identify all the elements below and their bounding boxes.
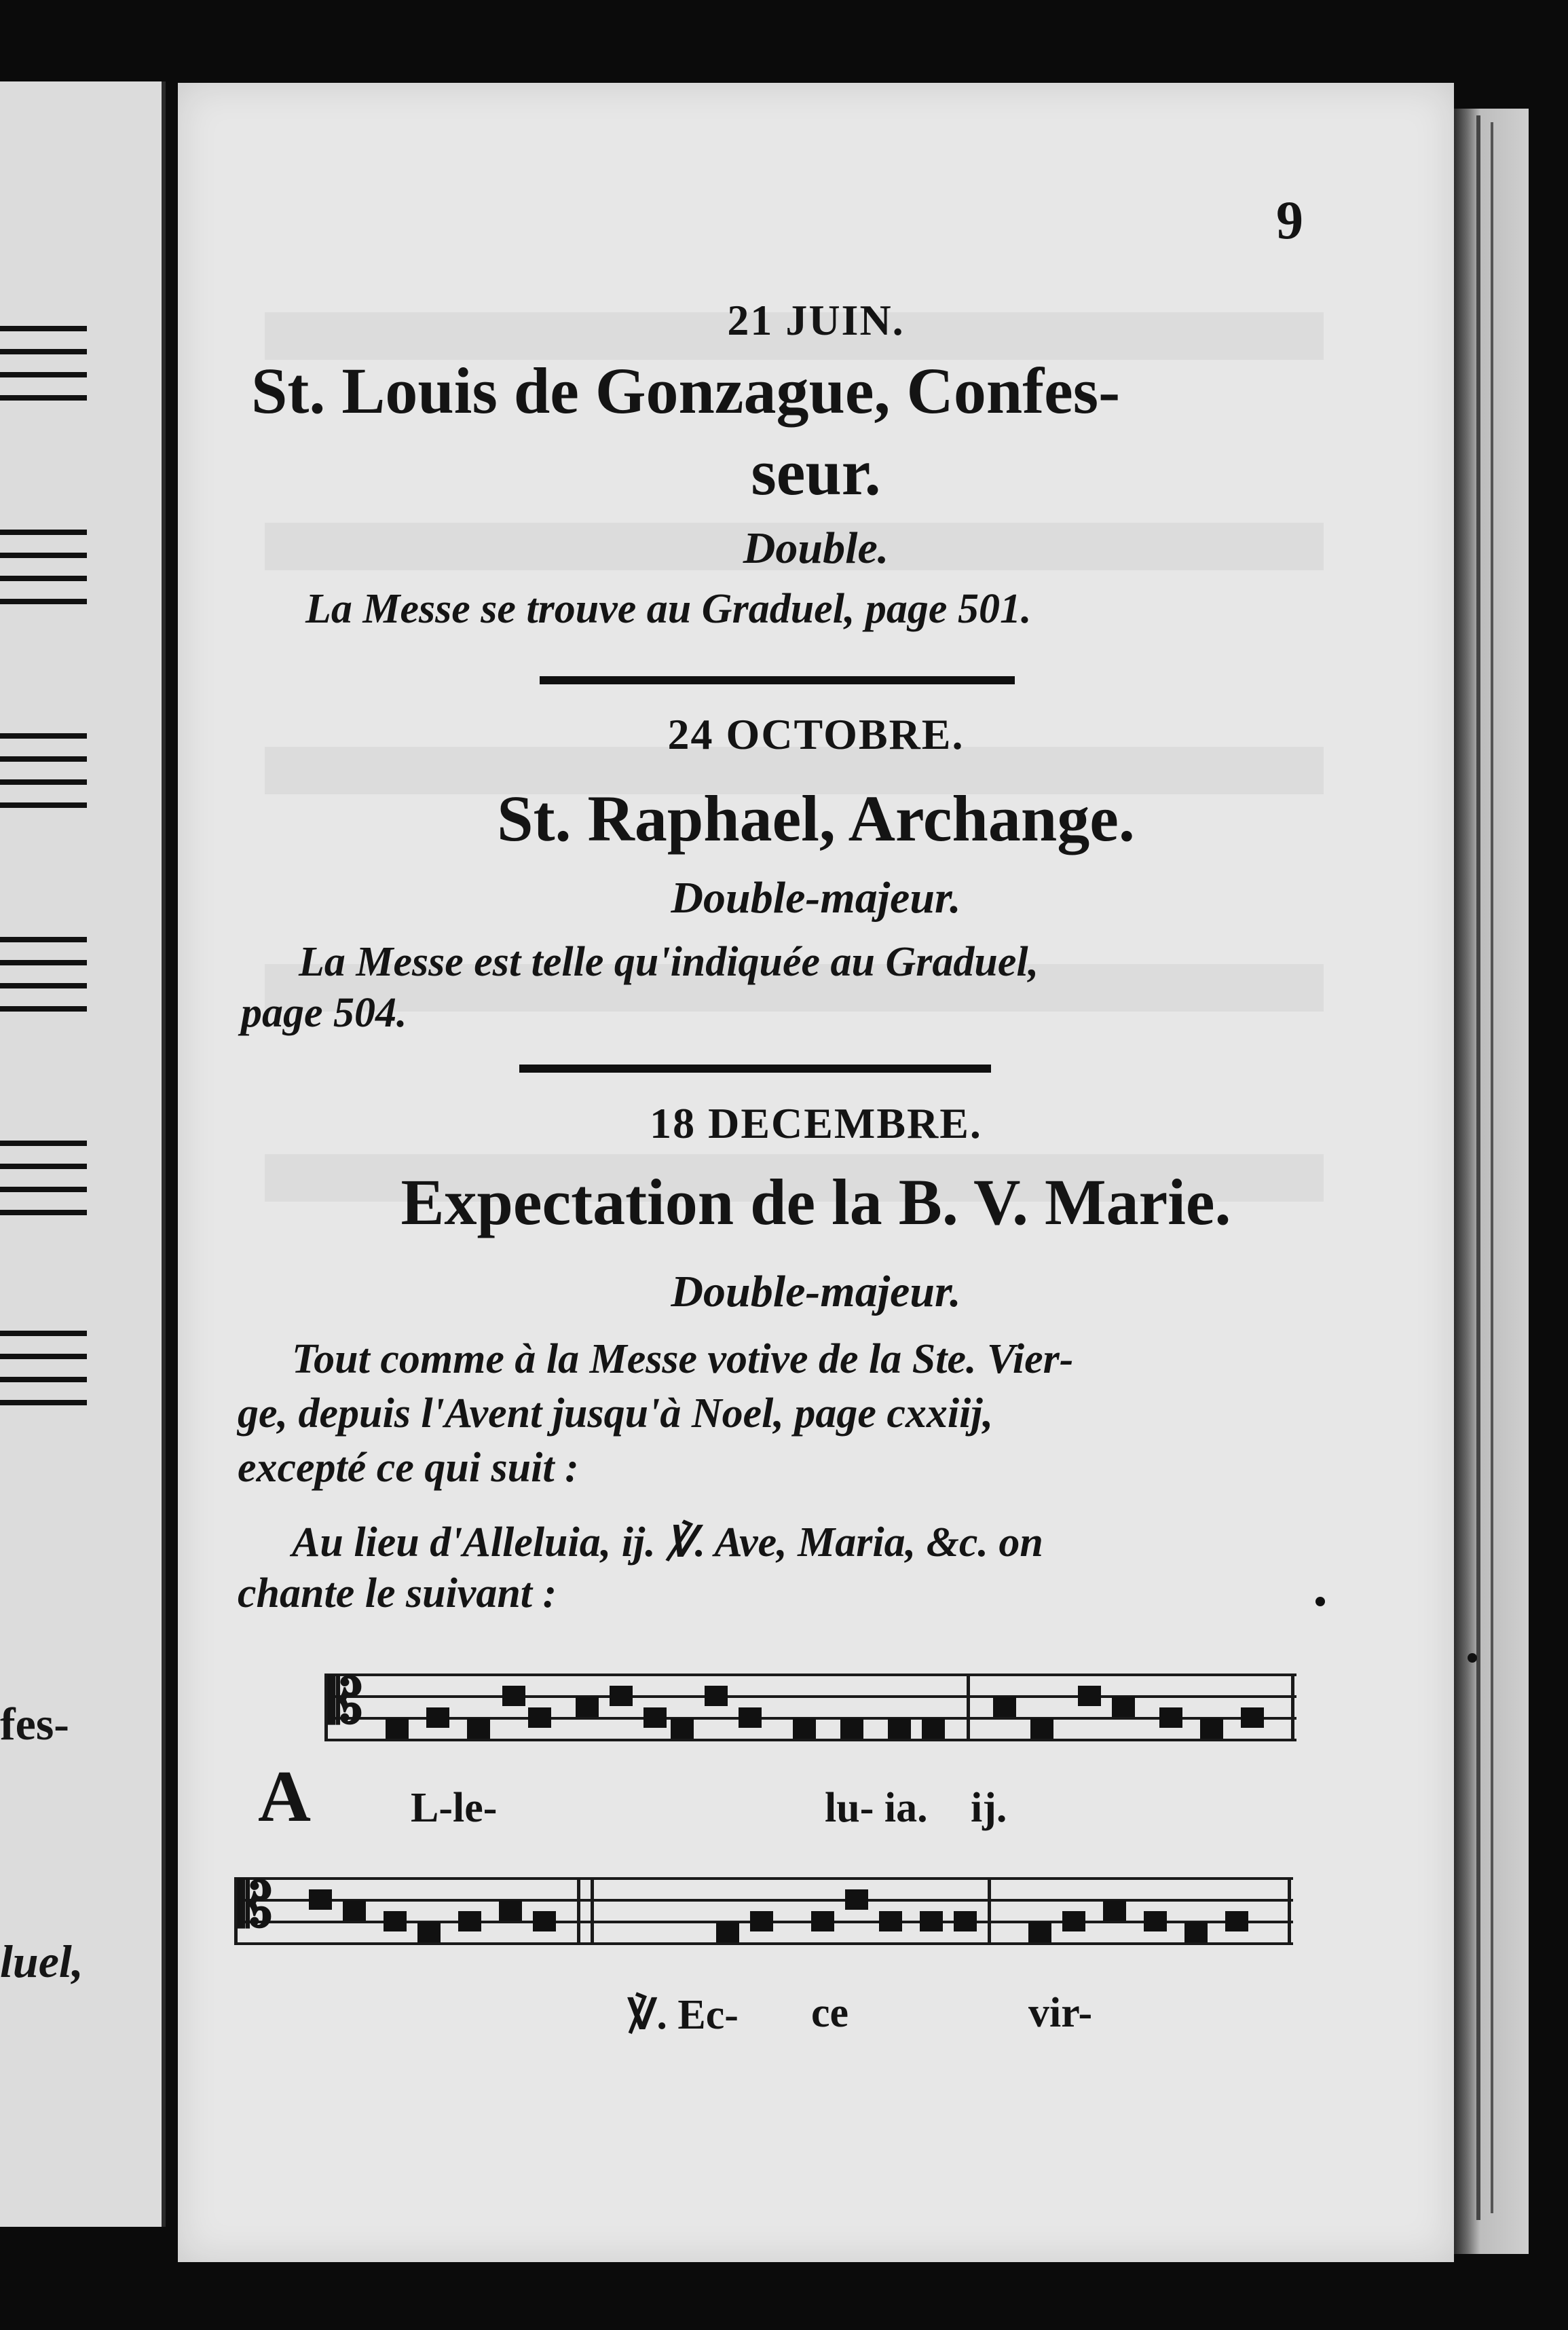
left-staff-fragment	[0, 937, 87, 1018]
adjacent-left-page	[0, 81, 166, 2227]
section-title: Expectation de la B. V. Marie.	[400, 1166, 1231, 1238]
section-text: page 504.	[241, 990, 407, 1036]
left-text-fragment: fes-	[0, 1698, 69, 1750]
section-text: excepté ce qui suit :	[238, 1445, 579, 1491]
section-divider	[519, 1065, 991, 1073]
section-title: St. Raphael, Archange.	[497, 782, 1135, 855]
section-text: ge, depuis l'Avent jusqu'à Noel, page cxxiij,	[238, 1390, 994, 1437]
section-rite: Double.	[743, 523, 889, 573]
clef-icon: 𝄡	[238, 1869, 273, 1941]
section-text: Au lieu d'Alleluia, ij. ℣. Ave, Maria, &c. on	[292, 1519, 1043, 1566]
music-staff	[234, 1869, 1293, 1945]
left-staff-fragment	[0, 1331, 87, 1412]
lyric-syllable: ce	[811, 1990, 849, 2036]
section-divider	[540, 676, 1015, 684]
left-staff-fragment	[0, 1141, 87, 1222]
lyric-syllable: ℣. Ec-	[628, 1992, 739, 2038]
section-rite: Double-majeur.	[671, 1267, 961, 1316]
left-staff-fragment	[0, 326, 87, 407]
clef-icon: 𝄡	[329, 1665, 363, 1737]
page-number: 9	[1276, 191, 1303, 251]
section-date: 18 DECEMBRE.	[650, 1099, 982, 1147]
lyric-syllable: vir-	[1028, 1990, 1093, 2036]
section-title-continued: seur.	[751, 436, 881, 508]
ink-speck	[1315, 1597, 1325, 1606]
section-text: La Messe se trouve au Graduel, page 501.	[305, 586, 1032, 632]
lyric-syllable: L-le-	[411, 1785, 498, 1831]
section-title: St. Louis de Gonzague, Confes-	[251, 354, 1121, 427]
left-staff-fragment	[0, 530, 87, 611]
section-text: chante le suivant :	[238, 1570, 557, 1616]
left-text-fragment: luel,	[0, 1936, 83, 1987]
page-edge-line	[1491, 122, 1493, 2213]
section-date: 21 JUIN.	[727, 296, 905, 344]
left-staff-fragment	[0, 733, 87, 815]
section-text: La Messe est telle qu'indiquée au Graduel,	[299, 939, 1039, 985]
music-staff	[324, 1665, 1296, 1741]
section-rite: Double-majeur.	[671, 873, 961, 923]
section-text: Tout comme à la Messe votive de la Ste. Vier-	[292, 1336, 1074, 1382]
lyric-syllable: lu- ia.	[825, 1785, 928, 1831]
ink-speck	[1468, 1653, 1477, 1663]
section-date: 24 OCTOBRE.	[667, 710, 965, 758]
lyric-initial: A	[258, 1756, 311, 1837]
lyric-syllable: ij.	[971, 1785, 1007, 1831]
page-edge-line	[1476, 115, 1480, 2220]
